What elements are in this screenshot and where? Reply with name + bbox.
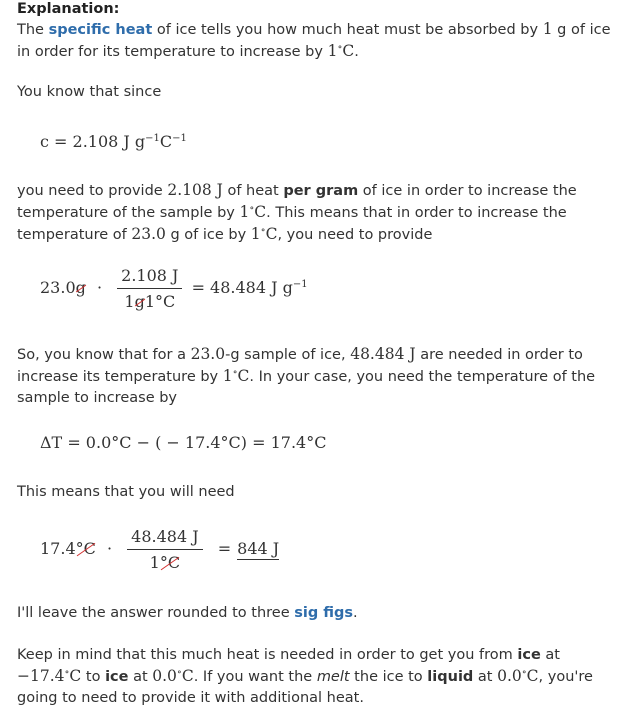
text: The (17, 22, 49, 38)
text: . (354, 44, 359, 60)
paragraph-specific-heat (17, 19, 622, 63)
equation-heat-for-sample: 23.0g · $\frac{2.108 J}{1g1^\circ C}$ = 48.484 J $g^{-1}$ (40, 266, 308, 311)
equation-total-heat: 17.4°C · $\frac{48.484 J}{1^\circ C}$ = 844 J (40, 527, 280, 572)
paragraph-per-gram: you need to provide 2.108 J of heat per gram of ice in order to increase the temperature of the sample by 1∘C. This means that in order to increase the temperature of 23.0 g of ice by 1∘C, you need to provide (17, 181, 577, 243)
paragraph-temperature-change: So, you know that for a 23.0-g sample of ice, 48.484 J are needed in order to increase its temperature by 1∘C. In your case, you need the temperature of the sample to increase by (17, 345, 596, 406)
paragraph-sig-figs: I'll leave the answer rounded to three sig figs. (17, 605, 358, 621)
cancelled-unit: °C (75, 539, 96, 558)
paragraph-keep-in-mind: Keep in mind that this much heat is needed in order to get you from ice at −17.4∘C to ice at 0.0∘C. If you want the melt the ice to liquid at 0.0∘C, you're going to need to provide it with additional heat. (17, 647, 593, 706)
paragraph-you-will-need: This means that you will need (17, 484, 235, 500)
text: g of ice in order for its temperature to increase by (17, 22, 611, 60)
final-answer: 844 J (237, 539, 280, 558)
explanation-content (17, 0, 622, 706)
per-gram-emphasis: per gram (283, 183, 359, 199)
math-value: 1 (542, 20, 553, 38)
math-value: 1∘C (327, 42, 355, 60)
fraction: $\frac{2.108 J}{1g1^\circ C}$ (117, 265, 182, 312)
sig-figs-link[interactable]: sig figs (294, 605, 354, 621)
paragraph-you-know: You know that since (17, 84, 162, 100)
specific-heat-link[interactable]: specific heat (48, 22, 153, 38)
text: of ice tells you how much heat must be absorbed by (152, 22, 543, 38)
cancelled-unit: g (75, 278, 86, 297)
explanation-heading: Explanation: (17, 1, 120, 17)
equation-specific-heat: c = 2.108 J $g^{-1}C^{-1}$ (40, 132, 187, 151)
fraction: $\frac{48.484 J}{1^\circ C}$ (127, 526, 202, 573)
equation-delta-t: ΔT = 0.0°C − ( − 17.4°C) = 17.4°C (40, 433, 327, 452)
